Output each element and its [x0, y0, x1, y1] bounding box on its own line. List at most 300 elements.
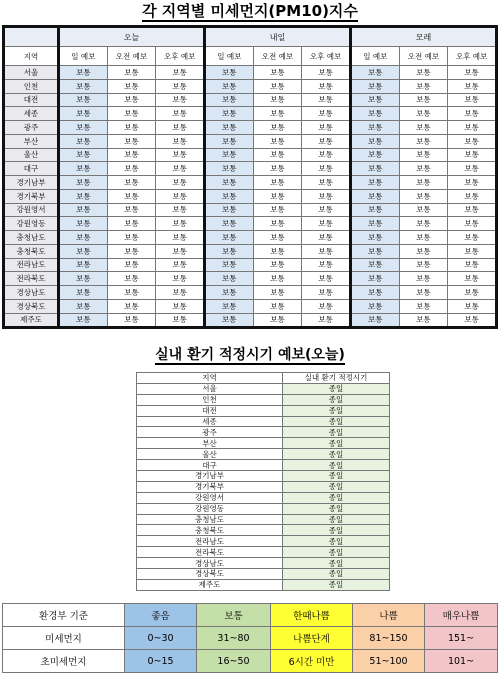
- forecast-cell: 보통: [107, 121, 156, 135]
- vent-time-cell: 종일: [283, 449, 390, 460]
- forecast-cell: 보통: [253, 66, 302, 80]
- column-header: 오후 예보: [302, 47, 351, 66]
- forecast-cell: 보통: [253, 176, 302, 190]
- forecast-cell: 보통: [107, 93, 156, 107]
- forecast-cell: 보통: [204, 313, 253, 328]
- vent-time-cell: 종일: [283, 547, 390, 558]
- forecast-cell: 보통: [350, 79, 399, 93]
- forecast-cell: 보통: [399, 107, 448, 121]
- level-normal: 보통: [197, 604, 271, 627]
- forecast-cell: 보통: [204, 203, 253, 217]
- forecast-cell: 보통: [350, 107, 399, 121]
- vent-header-region: 지역: [137, 373, 283, 384]
- forecast-cell: 보통: [253, 79, 302, 93]
- forecast-cell: 보통: [350, 66, 399, 80]
- table-row: [137, 394, 390, 405]
- pm25-good-range: 0~15: [125, 650, 197, 673]
- table-row: [137, 503, 390, 514]
- forecast-cell: 보통: [350, 299, 399, 313]
- forecast-cell: 보통: [253, 244, 302, 258]
- forecast-cell: 보통: [448, 231, 497, 245]
- forecast-cell: 보통: [107, 217, 156, 231]
- forecast-cell: 보통: [204, 107, 253, 121]
- day-header-tomorrow: 내일: [204, 27, 350, 47]
- table-row: [137, 569, 390, 580]
- vent-region-cell: 강원영서: [137, 492, 283, 503]
- forecast-cell: 보통: [59, 313, 108, 328]
- column-header: 일 예보: [350, 47, 399, 66]
- forecast-cell: 보통: [59, 203, 108, 217]
- forecast-cell: 보통: [350, 231, 399, 245]
- column-header: 일 예보: [204, 47, 253, 66]
- forecast-cell: 보통: [448, 189, 497, 203]
- pm25-normal-range: 16~50: [197, 650, 271, 673]
- forecast-cell: 보통: [59, 107, 108, 121]
- forecast-cell: 보통: [204, 286, 253, 300]
- vent-region-cell: 광주: [137, 427, 283, 438]
- forecast-cell: 보통: [253, 286, 302, 300]
- table-row: [137, 471, 390, 482]
- forecast-cell: 보통: [350, 176, 399, 190]
- forecast-cell: 보통: [156, 189, 205, 203]
- forecast-cell: 보통: [204, 258, 253, 272]
- forecast-cell: 보통: [156, 231, 205, 245]
- forecast-cell: 보통: [399, 93, 448, 107]
- forecast-cell: 보통: [350, 162, 399, 176]
- forecast-cell: 보통: [204, 231, 253, 245]
- forecast-cell: 보통: [107, 286, 156, 300]
- forecast-cell: 보통: [204, 272, 253, 286]
- region-cell: 경기남부: [4, 176, 59, 190]
- table-row: [4, 299, 497, 313]
- forecast-cell: 보통: [156, 107, 205, 121]
- vent-time-cell: 종일: [283, 503, 390, 514]
- table-row: [4, 189, 497, 203]
- table-row: [4, 272, 497, 286]
- vent-region-cell: 경기남부: [137, 471, 283, 482]
- forecast-cell: 보통: [204, 148, 253, 162]
- day-header-today: 오늘: [59, 27, 205, 47]
- forecast-cell: 보통: [156, 217, 205, 231]
- forecast-cell: 보통: [59, 189, 108, 203]
- vent-region-cell: 경기북부: [137, 481, 283, 492]
- forecast-cell: 보통: [253, 121, 302, 135]
- forecast-cell: 보통: [253, 93, 302, 107]
- forecast-cell: 보통: [107, 79, 156, 93]
- forecast-cell: 보통: [107, 313, 156, 328]
- table-row: [137, 492, 390, 503]
- table-row: [137, 405, 390, 416]
- region-cell: 강원영서: [4, 203, 59, 217]
- forecast-cell: 보통: [59, 258, 108, 272]
- level-very-bad: 매우나쁨: [425, 604, 498, 627]
- forecast-cell: 보통: [448, 203, 497, 217]
- forecast-cell: 보통: [59, 231, 108, 245]
- forecast-cell: 보통: [302, 176, 351, 190]
- forecast-cell: 보통: [156, 176, 205, 190]
- region-cell: 전라북도: [4, 272, 59, 286]
- pm10-normal-range: 31~80: [197, 627, 271, 650]
- column-header: 오후 예보: [448, 47, 497, 66]
- vent-region-cell: 인천: [137, 394, 283, 405]
- forecast-cell: 보통: [253, 162, 302, 176]
- forecast-cell: 보통: [350, 217, 399, 231]
- forecast-cell: 보통: [302, 313, 351, 328]
- forecast-cell: 보통: [253, 258, 302, 272]
- vent-time-cell: 종일: [283, 481, 390, 492]
- table-row: [137, 460, 390, 471]
- table-row: [137, 427, 390, 438]
- table-row: [4, 286, 497, 300]
- pm10-very-bad-range: 151~: [425, 627, 498, 650]
- vent-region-cell: 제주도: [137, 579, 283, 590]
- forecast-cell: 보통: [107, 134, 156, 148]
- table-row: [4, 162, 497, 176]
- forecast-cell: 보통: [107, 299, 156, 313]
- forecast-cell: 보통: [350, 148, 399, 162]
- column-header: 오전 예보: [107, 47, 156, 66]
- pm10-forecast-table: [2, 25, 498, 329]
- table-row: [137, 514, 390, 525]
- forecast-cell: 보통: [156, 93, 205, 107]
- criteria-table: [2, 603, 498, 673]
- forecast-cell: 보통: [350, 203, 399, 217]
- forecast-cell: 보통: [448, 258, 497, 272]
- forecast-cell: 보통: [448, 299, 497, 313]
- forecast-cell: 보통: [59, 93, 108, 107]
- forecast-cell: 보통: [399, 176, 448, 190]
- region-cell: 울산: [4, 148, 59, 162]
- forecast-cell: 보통: [253, 313, 302, 328]
- table-row: [4, 148, 497, 162]
- forecast-cell: 보통: [302, 203, 351, 217]
- region-cell: 충청북도: [4, 244, 59, 258]
- forecast-cell: 보통: [204, 299, 253, 313]
- table-row: [137, 449, 390, 460]
- forecast-cell: 보통: [204, 189, 253, 203]
- forecast-cell: 보통: [302, 79, 351, 93]
- table-row: [4, 121, 497, 135]
- forecast-cell: 보통: [350, 258, 399, 272]
- forecast-cell: 보통: [399, 286, 448, 300]
- forecast-cell: 보통: [107, 162, 156, 176]
- region-cell: 경기북부: [4, 189, 59, 203]
- forecast-cell: 보통: [59, 134, 108, 148]
- table-row: [4, 107, 497, 121]
- level-conditional-bad: 한때나쁨: [271, 604, 353, 627]
- forecast-cell: 보통: [448, 121, 497, 135]
- forecast-cell: 보통: [302, 121, 351, 135]
- forecast-cell: 보통: [59, 299, 108, 313]
- pm10-table-body: [4, 66, 497, 328]
- forecast-cell: 보통: [156, 203, 205, 217]
- forecast-cell: 보통: [350, 272, 399, 286]
- table-row: [137, 536, 390, 547]
- table-row: [137, 558, 390, 569]
- forecast-cell: 보통: [253, 217, 302, 231]
- region-cell: 경상남도: [4, 286, 59, 300]
- vent-region-cell: 경상북도: [137, 569, 283, 580]
- table-row: [137, 481, 390, 492]
- forecast-cell: 보통: [253, 107, 302, 121]
- forecast-cell: 보통: [204, 162, 253, 176]
- forecast-cell: 보통: [107, 258, 156, 272]
- forecast-cell: 보통: [350, 93, 399, 107]
- region-cell: 광주: [4, 121, 59, 135]
- forecast-cell: 보통: [253, 189, 302, 203]
- vent-region-cell: 부산: [137, 438, 283, 449]
- forecast-cell: 보통: [350, 189, 399, 203]
- table-row: [4, 93, 497, 107]
- forecast-cell: 보통: [399, 217, 448, 231]
- table-row: [4, 134, 497, 148]
- table-row: [137, 416, 390, 427]
- vent-time-cell: 종일: [283, 471, 390, 482]
- forecast-cell: 보통: [59, 121, 108, 135]
- forecast-cell: 보통: [156, 286, 205, 300]
- forecast-cell: 보통: [156, 313, 205, 328]
- forecast-cell: 보통: [448, 176, 497, 190]
- forecast-cell: 보통: [204, 217, 253, 231]
- forecast-cell: 보통: [350, 134, 399, 148]
- forecast-cell: 보통: [204, 66, 253, 80]
- conditional-line-2: 6시간 미만: [271, 650, 353, 673]
- vent-time-cell: 종일: [283, 514, 390, 525]
- pm25-bad-range: 51~100: [353, 650, 425, 673]
- table-row: [137, 579, 390, 590]
- forecast-cell: 보통: [253, 148, 302, 162]
- forecast-cell: 보통: [350, 244, 399, 258]
- forecast-cell: 보통: [107, 244, 156, 258]
- conditional-line-1: 나쁨단계: [271, 627, 353, 650]
- page-title: 각 지역별 미세먼지(PM10)지수: [142, 2, 358, 20]
- table-row: [137, 525, 390, 536]
- region-cell: 제주도: [4, 313, 59, 328]
- region-cell: 강원영동: [4, 217, 59, 231]
- region-cell: 대구: [4, 162, 59, 176]
- forecast-cell: 보통: [448, 66, 497, 80]
- table-row: [137, 438, 390, 449]
- region-cell: 경상북도: [4, 299, 59, 313]
- vent-time-cell: 종일: [283, 427, 390, 438]
- table-row: [4, 176, 497, 190]
- column-header: 오전 예보: [253, 47, 302, 66]
- forecast-cell: 보통: [302, 189, 351, 203]
- column-header: 오후 예보: [156, 47, 205, 66]
- forecast-cell: 보통: [302, 217, 351, 231]
- table-row: [137, 383, 390, 394]
- table-row: [137, 547, 390, 558]
- level-bad: 나쁨: [353, 604, 425, 627]
- vent-time-cell: 종일: [283, 525, 390, 536]
- vent-time-cell: 종일: [283, 405, 390, 416]
- forecast-cell: 보통: [107, 189, 156, 203]
- forecast-cell: 보통: [399, 189, 448, 203]
- column-header: 오전 예보: [399, 47, 448, 66]
- vent-region-cell: 울산: [137, 449, 283, 460]
- forecast-cell: 보통: [302, 258, 351, 272]
- forecast-cell: 보통: [253, 203, 302, 217]
- vent-time-cell: 종일: [283, 460, 390, 471]
- forecast-cell: 보통: [399, 203, 448, 217]
- pm25-label: 초미세먼지: [3, 650, 125, 673]
- vent-region-cell: 충청남도: [137, 514, 283, 525]
- forecast-cell: 보통: [59, 162, 108, 176]
- vent-region-cell: 전라북도: [137, 547, 283, 558]
- day-header-day-after: 모레: [350, 27, 496, 47]
- vent-time-cell: 종일: [283, 438, 390, 449]
- region-cell: 인천: [4, 79, 59, 93]
- forecast-cell: 보통: [107, 176, 156, 190]
- forecast-cell: 보통: [302, 244, 351, 258]
- pm10-bad-range: 81~150: [353, 627, 425, 650]
- forecast-cell: 보통: [59, 244, 108, 258]
- region-cell: 세종: [4, 107, 59, 121]
- forecast-cell: 보통: [253, 231, 302, 245]
- forecast-cell: 보통: [448, 286, 497, 300]
- ventilation-table: [136, 372, 390, 591]
- criteria-header-label: 환경부 기준: [3, 604, 125, 627]
- forecast-cell: 보통: [107, 272, 156, 286]
- forecast-cell: 보통: [448, 107, 497, 121]
- level-good: 좋음: [125, 604, 197, 627]
- forecast-cell: 보통: [156, 272, 205, 286]
- forecast-cell: 보통: [302, 162, 351, 176]
- forecast-cell: 보통: [302, 299, 351, 313]
- vent-region-cell: 전라남도: [137, 536, 283, 547]
- forecast-cell: 보통: [302, 148, 351, 162]
- forecast-cell: 보통: [302, 272, 351, 286]
- forecast-cell: 보통: [399, 134, 448, 148]
- forecast-cell: 보통: [59, 272, 108, 286]
- forecast-cell: 보통: [59, 66, 108, 80]
- region-column-header: 지역: [4, 47, 59, 66]
- vent-region-cell: 대전: [137, 405, 283, 416]
- forecast-cell: 보통: [448, 93, 497, 107]
- forecast-cell: 보통: [399, 313, 448, 328]
- forecast-cell: 보통: [156, 66, 205, 80]
- forecast-cell: 보통: [156, 299, 205, 313]
- pm10-good-range: 0~30: [125, 627, 197, 650]
- region-cell: 서울: [4, 66, 59, 80]
- vent-time-cell: 종일: [283, 383, 390, 394]
- forecast-cell: 보통: [204, 134, 253, 148]
- ventilation-title: 실내 환기 적정시기 예보(오늘): [155, 347, 345, 363]
- forecast-cell: 보통: [399, 244, 448, 258]
- forecast-cell: 보통: [156, 79, 205, 93]
- vent-region-cell: 대구: [137, 460, 283, 471]
- forecast-cell: 보통: [399, 162, 448, 176]
- forecast-cell: 보통: [107, 148, 156, 162]
- vent-time-cell: 종일: [283, 536, 390, 547]
- forecast-cell: 보통: [156, 162, 205, 176]
- forecast-cell: 보통: [204, 121, 253, 135]
- forecast-cell: 보통: [156, 148, 205, 162]
- vent-header-time: 실내 환기 적정시기: [283, 373, 390, 384]
- vent-region-cell: 강원영동: [137, 503, 283, 514]
- forecast-cell: 보통: [448, 244, 497, 258]
- forecast-cell: 보통: [448, 272, 497, 286]
- forecast-cell: 보통: [59, 79, 108, 93]
- forecast-cell: 보통: [350, 121, 399, 135]
- forecast-cell: 보통: [302, 93, 351, 107]
- forecast-cell: 보통: [399, 272, 448, 286]
- forecast-cell: 보통: [204, 176, 253, 190]
- table-row: [4, 66, 497, 80]
- forecast-cell: 보통: [302, 134, 351, 148]
- forecast-cell: 보통: [253, 134, 302, 148]
- table-row: [4, 231, 497, 245]
- forecast-cell: 보통: [156, 258, 205, 272]
- vent-region-cell: 충청북도: [137, 525, 283, 536]
- forecast-cell: 보통: [399, 121, 448, 135]
- forecast-cell: 보통: [107, 66, 156, 80]
- table-row: [4, 203, 497, 217]
- forecast-cell: 보통: [448, 79, 497, 93]
- forecast-cell: 보통: [253, 272, 302, 286]
- vent-time-cell: 종일: [283, 579, 390, 590]
- forecast-cell: 보통: [399, 258, 448, 272]
- vent-time-cell: 종일: [283, 394, 390, 405]
- region-cell: 대전: [4, 93, 59, 107]
- vent-time-cell: 종일: [283, 569, 390, 580]
- forecast-cell: 보통: [59, 217, 108, 231]
- pm10-label: 미세먼지: [3, 627, 125, 650]
- forecast-cell: 보통: [448, 313, 497, 328]
- forecast-cell: 보통: [204, 93, 253, 107]
- forecast-cell: 보통: [59, 286, 108, 300]
- forecast-cell: 보통: [302, 107, 351, 121]
- region-cell: 부산: [4, 134, 59, 148]
- forecast-cell: 보통: [399, 231, 448, 245]
- table-row: [4, 313, 497, 328]
- forecast-cell: 보통: [448, 217, 497, 231]
- forecast-cell: 보통: [302, 286, 351, 300]
- forecast-cell: 보통: [302, 66, 351, 80]
- forecast-cell: 보통: [350, 313, 399, 328]
- forecast-cell: 보통: [399, 148, 448, 162]
- forecast-cell: 보통: [448, 134, 497, 148]
- forecast-cell: 보통: [204, 79, 253, 93]
- forecast-cell: 보통: [156, 121, 205, 135]
- forecast-cell: 보통: [156, 244, 205, 258]
- forecast-cell: 보통: [253, 299, 302, 313]
- forecast-cell: 보통: [59, 176, 108, 190]
- forecast-cell: 보통: [107, 203, 156, 217]
- forecast-cell: 보통: [448, 148, 497, 162]
- pm25-very-bad-range: 101~: [425, 650, 498, 673]
- table-row: [4, 244, 497, 258]
- column-header: 일 예보: [59, 47, 108, 66]
- forecast-cell: 보통: [399, 299, 448, 313]
- vent-time-cell: 종일: [283, 416, 390, 427]
- forecast-cell: 보통: [59, 148, 108, 162]
- forecast-cell: 보통: [156, 134, 205, 148]
- forecast-cell: 보통: [302, 231, 351, 245]
- vent-time-cell: 종일: [283, 492, 390, 503]
- vent-region-cell: 경상남도: [137, 558, 283, 569]
- forecast-cell: 보통: [350, 286, 399, 300]
- vent-time-cell: 종일: [283, 558, 390, 569]
- forecast-cell: 보통: [399, 66, 448, 80]
- forecast-cell: 보통: [448, 162, 497, 176]
- forecast-cell: 보통: [399, 79, 448, 93]
- vent-region-cell: 서울: [137, 383, 283, 394]
- vent-region-cell: 세종: [137, 416, 283, 427]
- region-cell: 전라남도: [4, 258, 59, 272]
- region-cell: 충청남도: [4, 231, 59, 245]
- region-header-blank: [4, 27, 59, 47]
